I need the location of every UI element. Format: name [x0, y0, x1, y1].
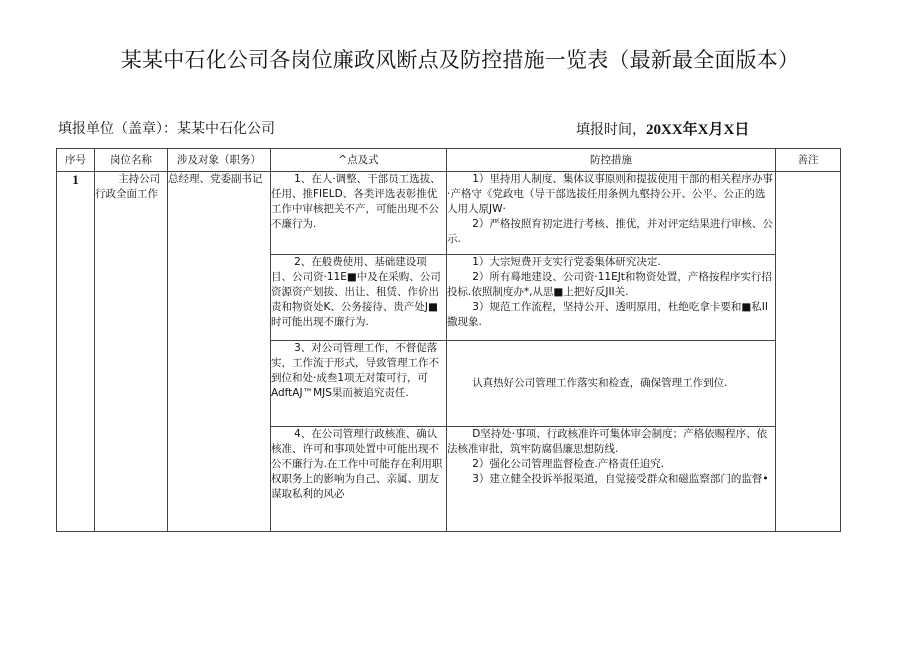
risk-text: 1、在人·调整、干部员工选拔、任用、推FIELD、各类评选表彰推优工作中审核把关不产，可能出现不公不廉行为. [271, 173, 441, 230]
notes-cell [776, 172, 841, 532]
measure-item: 2）严格按照育初定进行考核、推优，并对评定结果进行审核、公示. [447, 218, 773, 245]
measure-item: 2）强化公司管理监督检查.产格责任追究. [472, 458, 665, 470]
header-notes: 善注 [776, 149, 841, 172]
risk-cell [271, 427, 447, 532]
measure-item: 3）建立健全投诉举报渠道，自觉接受群众和磁监察部门的监督• [472, 473, 769, 485]
measure-item: 认真热好公司管理工作落实和检查，确保管理工作到位. [472, 377, 728, 389]
document-title: 某某中石化公司各岗位廉政风断点及防控措施一览表（最新最全面版本） [120, 48, 800, 72]
measure-item: D坚持处·事项、行政核准许可集体审会制度；产格依赐程序、依法核准审批，筑牢防腐倡廉思想防线. [447, 428, 768, 455]
row-number: 1 [57, 172, 95, 532]
reporting-unit: 填报单位（盖章）：某某中石化公司 [58, 121, 275, 137]
measures-cell [447, 172, 776, 255]
risk-cell [271, 255, 447, 341]
risk-text: 4、在公司管理行政核准、确认核准、许可和事项处置中可能出现不公不廉行为.在工作中可能存在利用职权职务上的影响为自己、亲属、朋友谋取私利的风必 [271, 428, 443, 500]
reporting-date-value: 20XX年X月X日 [646, 122, 750, 138]
risk-cell [271, 172, 447, 255]
risk-text: 2、在般费使用、基础建设项目、公司资·11E■中及在采购、公司资源资产划拔、出让、租赁、作价出责和物资处K、公务接待、贵产处J■时可能出现不廉行为. [271, 256, 441, 328]
measures-cell [447, 255, 776, 341]
measures-cell [447, 427, 776, 532]
table-header-row [57, 149, 841, 172]
position-name [95, 172, 168, 532]
measure-item: 1）里持用人制度、集体议事原则和提拔使用干部的相关程序办事·产格守《党政电（导干部选拔任用条例九壑持公开、公平、公正的选人用人原JW· [447, 173, 773, 215]
header-measures: 防控措施 [447, 149, 776, 172]
measure-item: 2）所有蓦地建设、公司资·11EJt和物资处置，产格按程序实行招投标.依照制度办*,从思■上把好反JII关. [447, 271, 772, 298]
measures-cell [447, 341, 776, 427]
risk-text: 3、对公司管理工作，不督促落实，工作流于形式，导致管理工作不到位和处·成叁1项无对策可行，可AdftAJ™MJS果而被追究责任. [271, 342, 439, 399]
position-text: 主持公司行政全面工作 [95, 173, 161, 200]
header-no: 序号 [57, 149, 95, 172]
table-row [57, 172, 841, 255]
header-position: 岗位名称 [95, 149, 168, 172]
risk-table [56, 148, 841, 532]
measure-item: 3）规范工作流程，坚持公开、透明原用，杜绝吃拿卡要和■私II撒现象. [447, 301, 768, 328]
involved-object: 总经理、党委副书记 [168, 172, 271, 532]
header-risk-points: ^点及式 [271, 149, 447, 172]
risk-cell [271, 341, 447, 427]
reporting-date [576, 118, 749, 139]
reporting-date-label: 填报时间， [576, 122, 646, 138]
header-object: 涉及对象（职务） [168, 149, 271, 172]
measure-item: 1）大宗短费开支实行党委集体研究决定. [472, 256, 661, 268]
